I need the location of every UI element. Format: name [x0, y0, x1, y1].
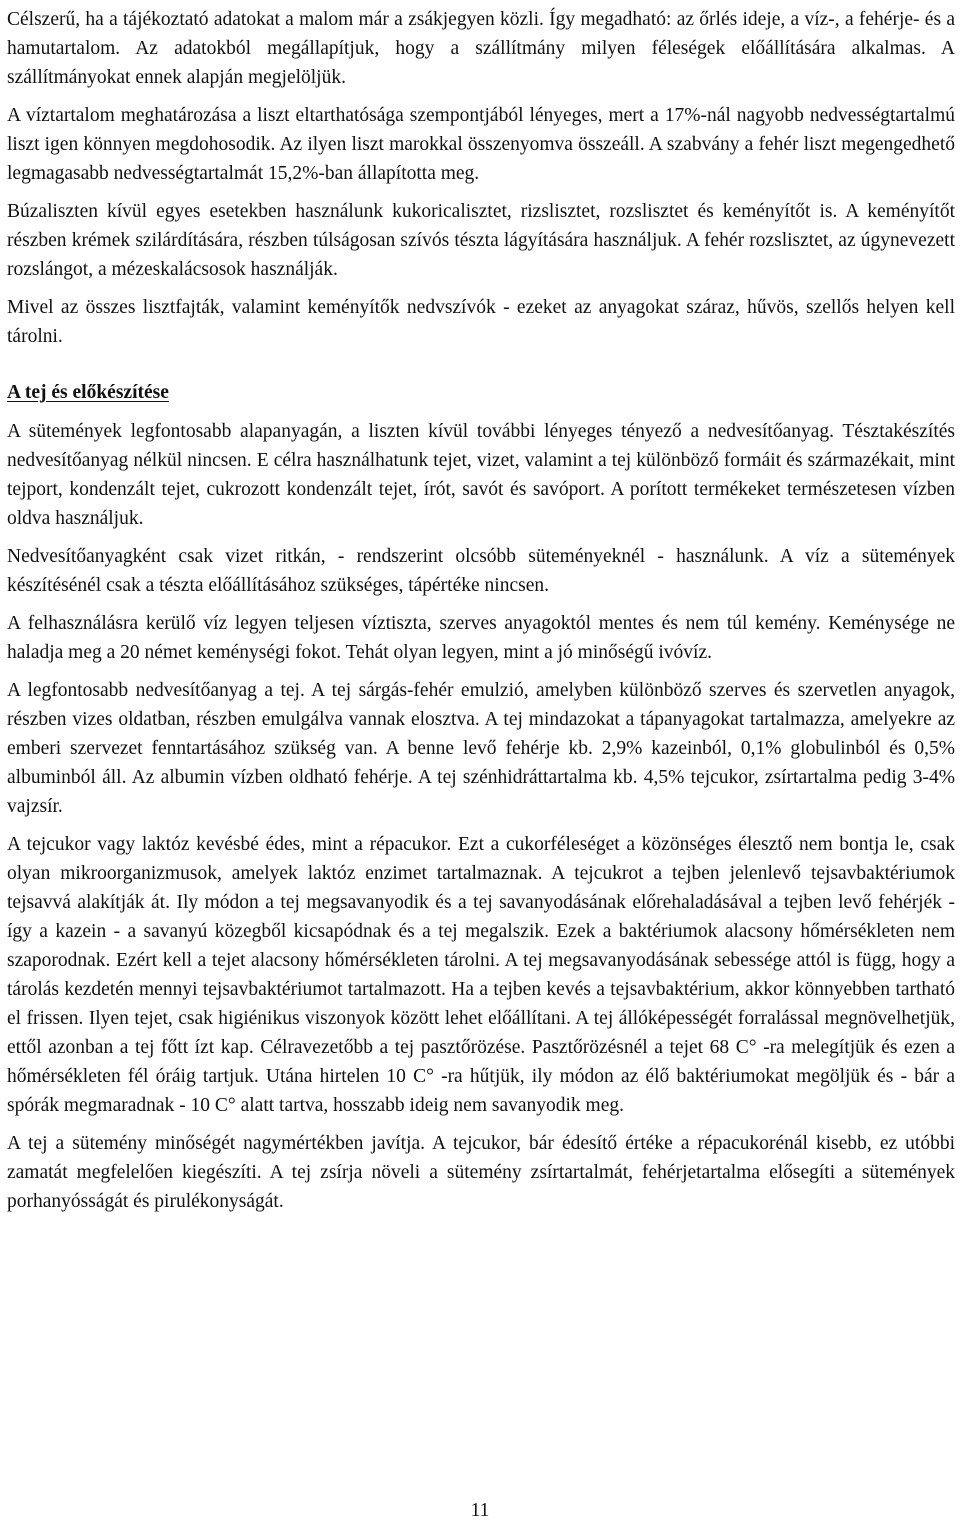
paragraph-malom-adatok: Célszerű, ha a tájékoztató adatokat a malom már a zsákjegyen közli. Így megadható: az őrlés ideje, a víz-, a fehérje- és a hamutartalom. Az adatokból megállapítjuk, hogy a szállítmány milyen féleségek előállítására alkalmas. A szállítmányokat ennek alapján megjelöljük.: [7, 9, 955, 88]
paragraph-tej-minoseg: A tej a sütemény minőségét nagymértékben javítja. A tejcukor, bár édesítő értéke a répacukorénál kisebb, ez utóbbi zamatát megfelelően kiegészíti. A tej zsírja növeli a sütemény zsírtartalmát, fehérjetartalma elősegíti a sütemények porhanyósságát és pirulékonyságát.: [7, 1133, 955, 1212]
paragraph-nedvesitoanyag: A sütemények legfontosabb alapanyagán, a liszten kívül további lényeges tényező a nedvesítőanyag. Tésztakészítés nedvesítőanyag nélkül nincsen. E célra használhatunk tejet, vizet, valamint a tej különböző formáit és származékait, mint tejport, kondenzált tejet, cukrozott kondenzált tejet, írót, savót és savóport. A porított termékeket természetesen vízben oldva használjuk.: [7, 421, 955, 529]
paragraph-egyeb-lisztek: Búzaliszten kívül egyes esetekben használunk kukoricalisztet, rizslisztet, rozslisztet és keményítőt is. A keményítőt részben krémek szilárdítására, részben túlságosan szívós tészta lágyítására használjuk. A fehér rozslisztet, az úgynevezett rozslángot, a mézeskalácsosok használják.: [7, 201, 955, 280]
paragraph-viztartalom: A víztartalom meghatározása a liszt eltarthatósága szempontjából lényeges, mert a 17%-nál nagyobb nedvességtartalmú liszt igen könnyen megdohosodik. Az ilyen liszt marokkal összenyomva összeáll. A szabvány a fehér liszt megengedhető legmagasabb nedvességtartalmát 15,2%-ban állapította meg.: [7, 105, 955, 184]
paragraph-viz-minoseg: A felhasználásra kerülő víz legyen teljesen víztiszta, szerves anyagoktól mentes és nem túl kemény. Keménysége ne haladja meg a 20 német keménységi fokot. Tehát olyan legyen, mint a jó minőségű ivóvíz.: [7, 613, 955, 663]
document-page: [7, 5, 955, 1225]
paragraph-viz-hasznalat: Nedvesítőanyagként csak vizet ritkán, - rendszerint olcsóbb süteményeknél - használunk. A víz a sütemények készítésénél csak a tészta előállításához szükséges, tápértéke nincsen.: [7, 546, 955, 596]
page-number: 11: [470, 1500, 490, 1521]
paragraph-tej-osszetetel: A legfontosabb nedvesítőanyag a tej. A tej sárgás-fehér emulzió, amelyben különböző szerves és szervetlen anyagok, részben vizes oldatban, részben emulgálva vannak elosztva. A tej mindazokat a tápanyagokat tartalmazza, amelyekre az emberi szervezet fenntartásához szükség van. A benne levő fehérje kb. 2,9% kazeinból, 0,1% globulinból és 0,5% albuminból áll. Az albumin vízben oldható fehérje. A tej szénhidráttartalma kb. 4,5% tejcukor, zsírtartalma pedig 3-4% vajzsír.: [7, 680, 955, 817]
paragraph-tejcukor: A tejcukor vagy laktóz kevésbé édes, mint a répacukor. Ezt a cukorféleséget a közönséges élesztő nem bontja le, csak olyan mikroorganizmusok, amelyek laktóz enzimet tartalmaznak. A tejcukrot a tejben jelenlevő tejsavbaktériumok tejsavvá alakítják át. Ily módon a tej megsavanyodik és a tej savanyodásának előrehaladásával a tejben levő fehérjék - így a kazein - a savanyú közegből kicsapódnak és a tej megalszik. Ezek a baktériumok alacsony hőmérsékleten nem szaporodnak. Ezért kell a tejet alacsony hőmérsékleten tárolni. A tej megsavanyodásának sebessége attól is függ, hogy a tárolás kezdetén mennyi tejsavbaktériumot tartalmazott. Ha a tejben kevés a tejsavbaktérium, akkor könnyebben tartható el frissen. Ilyen tejet, csak higiénikus viszonyok között lehet előállítani. A tej állóképességét forralással megnövelhetjük, ettől azonban a tej főtt ízt kap. Célravezetőbb a tej pasztőrözése. Pasztőrözésnél a tejet 68 C° -ra melegítjük és ezen a hőmérsékleten fél óráig tartjuk. Utána hirtelen 10 C° -ra hűtjük, ily módon az élő baktériumokat megöljük és - bár a spórák megmaradnak - 10 C° alatt tartva, hosszabb ideig nem savanyodik meg.: [7, 834, 955, 1116]
section-heading: A tej és előkészítése: [7, 382, 169, 403]
paragraph-tarolas: Mivel az összes lisztfajták, valamint keményítők nedvszívók - ezeket az anyagokat száraz, hűvös, szellős helyen kell tárolni.: [7, 297, 955, 347]
